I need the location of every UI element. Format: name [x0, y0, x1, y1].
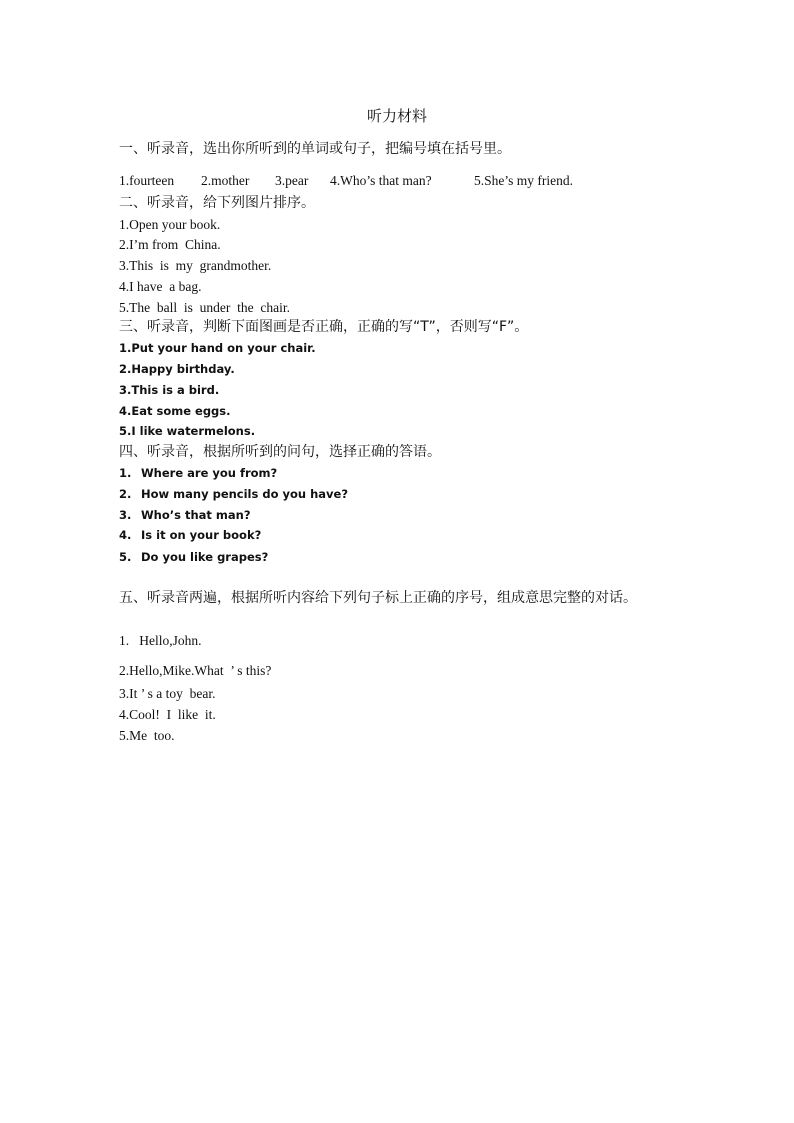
- section4-item-number: 2.: [119, 487, 132, 501]
- section1-heading: 一、听录音，选出你所听到的单词或句子，把编号填在括号里。: [119, 141, 511, 157]
- section4-item: [119, 549, 268, 566]
- section3-item: 1.Put your hand on your chair.: [119, 341, 316, 355]
- section3-heading: 三、听录音，判断下面图画是否正确，正确的写“T”，否则写“F”。: [119, 319, 529, 335]
- section4-item-number: 5.: [119, 550, 132, 564]
- section4-item-text: How many pencils do you have?: [141, 487, 348, 501]
- section5-item: 3.It ’ s a toy bear.: [119, 686, 216, 701]
- section5-item: 4.Cool! I like it.: [119, 707, 216, 722]
- section1-item: 1.fourteen: [119, 173, 175, 188]
- section2-heading: 二、听录音，给下列图片排序。: [119, 195, 315, 211]
- section2-item: 1.Open your book.: [119, 217, 221, 232]
- section5-item: 1. Hello,John.: [119, 633, 202, 648]
- section4-item-text: Do you like grapes?: [141, 550, 269, 564]
- section2-item: 4.I have a bag.: [119, 279, 202, 294]
- section1-item: 4.Who’s that man?: [330, 173, 432, 188]
- section4-item-text: Who’s that man?: [141, 508, 251, 522]
- section2-item: 3.This is my grandmother.: [119, 258, 272, 273]
- section1-item: 3.pear: [275, 173, 309, 188]
- section4-item: [119, 486, 348, 503]
- section4-item-text: Where are you from?: [141, 466, 278, 480]
- section4-item-text: Is it on your book?: [141, 528, 262, 542]
- section3-item: 4.Eat some eggs.: [119, 404, 231, 418]
- section5-item: 2.Hello,Mike.What ’ s this?: [119, 663, 272, 678]
- section4-item-number: 4.: [119, 528, 132, 542]
- section5-item: 5.Me too.: [119, 728, 175, 743]
- section4-item: [119, 465, 277, 482]
- section4-item-number: 1.: [119, 466, 132, 480]
- section5-heading: 五、听录音两遍，根据所听内容给下列句子标上正确的序号，组成意思完整的对话。: [119, 590, 637, 606]
- section4-item: [119, 507, 251, 524]
- page-title: 听力材料: [366, 107, 427, 125]
- section1-item: 5.She’s my friend.: [474, 173, 573, 188]
- section2-item: 2.I’m from China.: [119, 237, 221, 252]
- section3-item: 5.I like watermelons.: [119, 424, 256, 438]
- section4-item-number: 3.: [119, 508, 132, 522]
- section4-heading: 四、听录音，根据所听到的问句，选择正确的答语。: [119, 444, 441, 460]
- section3-item: 3.This is a bird.: [119, 383, 220, 397]
- section3-item: 2.Happy birthday.: [119, 362, 235, 376]
- section1-item: 2.mother: [201, 173, 250, 188]
- section1-items: [119, 172, 679, 190]
- section4-item: [119, 527, 261, 544]
- section2-item: 5.The ball is under the chair.: [119, 300, 290, 315]
